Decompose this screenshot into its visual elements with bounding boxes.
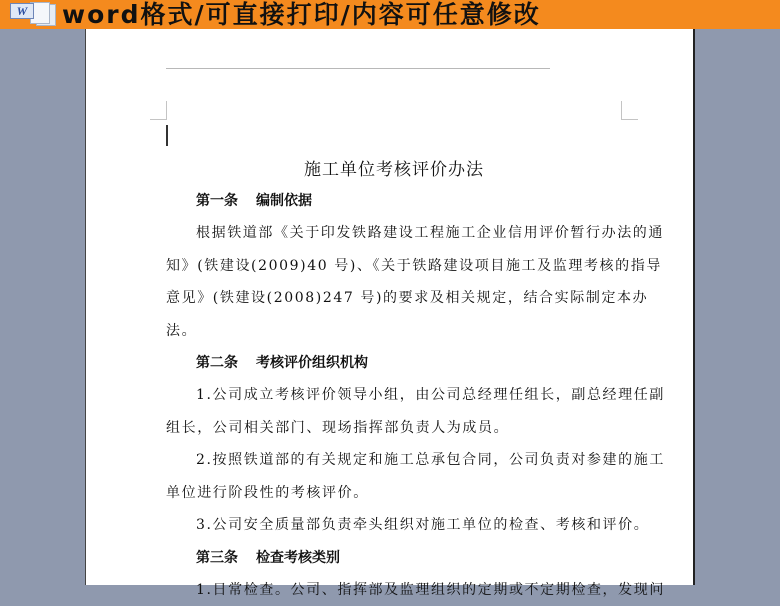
paragraph xyxy=(166,217,622,347)
margin-corner-mark-right xyxy=(621,101,622,119)
paragraph-line: 知》(铁建设(2009)40 号)、《关于铁路建设项目施工及监理考核的指导 xyxy=(166,250,622,283)
margin-corner-mark-left xyxy=(166,101,167,119)
word-document-icon: W xyxy=(8,0,58,29)
header-divider xyxy=(166,68,550,69)
article-heading-text: 编制依据 xyxy=(256,193,312,209)
margin-corner-mark-left xyxy=(150,119,167,120)
article-number: 第一条 xyxy=(196,193,238,209)
promo-banner xyxy=(0,0,780,29)
paragraph-line: 2.按照铁道部的有关规定和施工总承包合同，公司负责对参建的施工 xyxy=(166,444,622,477)
article-heading xyxy=(166,347,622,379)
paragraph-line: 法。 xyxy=(166,315,622,348)
text-cursor xyxy=(166,125,168,146)
document-body[interactable] xyxy=(166,155,622,606)
paragraph-line: 根据铁道部《关于印发铁路建设工程施工企业信用评价暂行办法的通 xyxy=(166,217,622,250)
article-heading xyxy=(166,542,622,574)
paragraph-line: 组长，公司相关部门、现场指挥部负责人为成员。 xyxy=(166,412,622,445)
paragraph-line: 3.公司安全质量部负责牵头组织对施工单位的检查、考核和评价。 xyxy=(166,509,622,542)
article-heading xyxy=(166,185,622,217)
article-heading-text: 检查考核类别 xyxy=(256,550,340,566)
paragraph-line: 单位进行阶段性的考核评价。 xyxy=(166,477,622,510)
paragraph-line: 1.日常检查。公司、指挥部及监理组织的定期或不定期检查，发现问 xyxy=(166,574,622,606)
paragraph xyxy=(166,574,622,606)
paragraph xyxy=(166,379,622,542)
article-number: 第二条 xyxy=(196,355,238,371)
document-page[interactable] xyxy=(85,29,695,585)
banner-title: word格式/可直接打印/内容可任意修改 xyxy=(62,0,541,29)
article-heading-text: 考核评价组织机构 xyxy=(256,355,368,371)
margin-corner-mark-right xyxy=(621,119,638,120)
paragraph-line: 1.公司成立考核评价领导小组，由公司总经理任组长，副总经理任副 xyxy=(166,379,622,412)
article-number: 第三条 xyxy=(196,550,238,566)
paragraph-line: 意见》(铁建设(2008)247 号)的要求及相关规定，结合实际制定本办 xyxy=(166,282,622,315)
document-title: 施工单位考核评价办法 xyxy=(166,155,622,185)
